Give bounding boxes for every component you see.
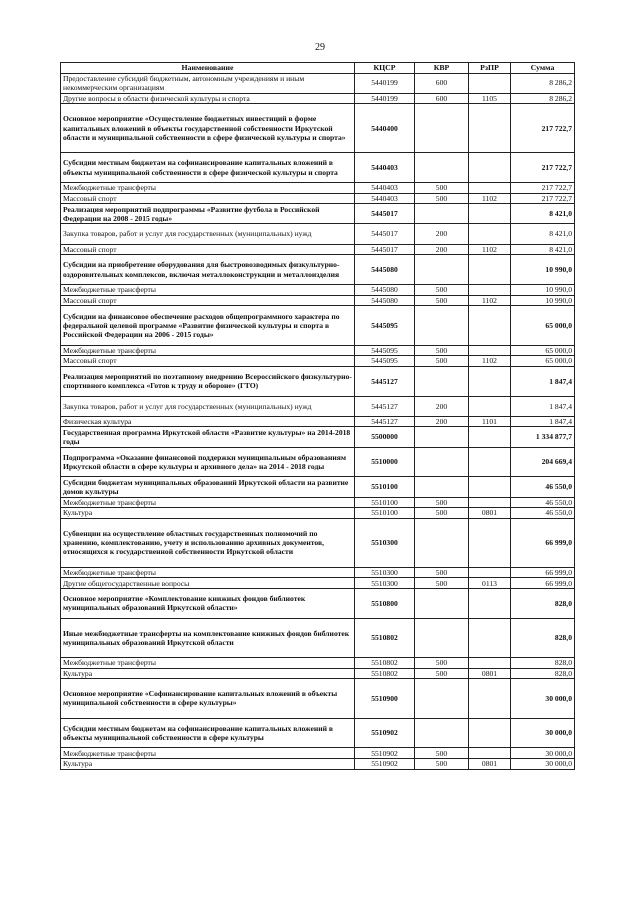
table-row (61, 366, 575, 396)
kvr-cell (415, 204, 469, 224)
header-name: Наименование (61, 63, 355, 74)
name-cell: Иные межбюджетные трансферты на комплектование книжных фондов библиотек муниципальных образований Иркутской области (61, 618, 355, 657)
rzpr-cell (469, 518, 511, 567)
table-row (61, 285, 575, 296)
kcsr-cell: 5510802 (355, 618, 415, 657)
kvr-cell (415, 618, 469, 657)
name-cell: Государственная программа Иркутской области «Развитие культуры» на 2014-2018 годы (61, 427, 355, 447)
sum-cell: 10 990,0 (511, 295, 575, 306)
table-row (61, 588, 575, 618)
kcsr-cell: 5510300 (355, 567, 415, 578)
sum-cell: 828,0 (511, 618, 575, 657)
sum-cell: 65 000,0 (511, 306, 575, 345)
kvr-cell (415, 104, 469, 153)
sum-cell: 8 286,2 (511, 93, 575, 104)
kvr-cell (415, 588, 469, 618)
rzpr-cell: 0801 (469, 759, 511, 770)
name-cell: Основное мероприятие «Комплектование книжных фондов библиотек муниципальных образований Иркутской области» (61, 588, 355, 618)
name-cell: Предоставление субсидий бюджетным, автономным учреждениям и иным некоммерческим организациям (61, 73, 355, 93)
kvr-cell (415, 718, 469, 748)
rzpr-cell (469, 255, 511, 285)
sum-cell: 217 722,7 (511, 183, 575, 194)
kvr-cell: 500 (415, 497, 469, 508)
kcsr-cell: 5510902 (355, 748, 415, 759)
sum-cell: 8 421,0 (511, 204, 575, 224)
name-cell: Межбюджетные трансферты (61, 567, 355, 578)
kvr-cell: 500 (415, 295, 469, 306)
kcsr-cell: 5510300 (355, 578, 415, 589)
sum-cell: 217 722,7 (511, 193, 575, 204)
kcsr-cell: 5445017 (355, 244, 415, 255)
sum-cell: 1 847,4 (511, 366, 575, 396)
name-cell: Реализация мероприятий по поэтапному внедрению Всероссийского физкультурно-спортивного комплекса «Готов к труду и обороне» (ГТО) (61, 366, 355, 396)
table-row (61, 658, 575, 669)
kcsr-cell: 5445127 (355, 416, 415, 427)
rzpr-cell: 1105 (469, 93, 511, 104)
kcsr-cell: 5510902 (355, 718, 415, 748)
sum-cell: 828,0 (511, 588, 575, 618)
name-cell: Субсидии бюджетам муниципальных образований Иркутской области на развитие домов культуры (61, 477, 355, 497)
name-cell: Культура (61, 759, 355, 770)
header-row (61, 63, 575, 74)
table-row (61, 416, 575, 427)
rzpr-cell (469, 345, 511, 356)
sum-cell: 1 334 877,7 (511, 427, 575, 447)
rzpr-cell (469, 427, 511, 447)
kcsr-cell: 5440199 (355, 73, 415, 93)
name-cell: Межбюджетные трансферты (61, 345, 355, 356)
page-number: 29 (315, 42, 325, 53)
kcsr-cell: 5445095 (355, 356, 415, 367)
rzpr-cell (469, 224, 511, 244)
table-row (61, 578, 575, 589)
name-cell: Субсидии местным бюджетам на софинансирование капитальных вложений в объекты муниципальной собственности в сфере культуры (61, 718, 355, 748)
kcsr-cell: 5510100 (355, 497, 415, 508)
table-row (61, 427, 575, 447)
kcsr-cell: 5445080 (355, 285, 415, 296)
rzpr-cell (469, 567, 511, 578)
kvr-cell: 500 (415, 183, 469, 194)
rzpr-cell (469, 396, 511, 416)
name-cell: Другие вопросы в области физической культуры и спорта (61, 93, 355, 104)
sum-cell: 30 000,0 (511, 679, 575, 718)
kvr-cell (415, 427, 469, 447)
table-row (61, 193, 575, 204)
table-row (61, 356, 575, 367)
table-row (61, 255, 575, 285)
sum-cell: 30 000,0 (511, 748, 575, 759)
sum-cell: 65 000,0 (511, 345, 575, 356)
sum-cell: 217 722,7 (511, 153, 575, 183)
kcsr-cell: 5440403 (355, 183, 415, 194)
rzpr-cell (469, 366, 511, 396)
name-cell: Межбюджетные трансферты (61, 183, 355, 194)
kvr-cell: 500 (415, 759, 469, 770)
kvr-cell (415, 477, 469, 497)
name-cell: Межбюджетные трансферты (61, 748, 355, 759)
sum-cell: 66 999,0 (511, 518, 575, 567)
kvr-cell: 200 (415, 396, 469, 416)
sum-cell: 8 286,2 (511, 73, 575, 93)
rzpr-cell (469, 73, 511, 93)
table-row (61, 497, 575, 508)
table-row (61, 244, 575, 255)
name-cell: Закупка товаров, работ и услуг для государственных (муниципальных) нужд (61, 396, 355, 416)
table-row (61, 183, 575, 194)
table-row (61, 447, 575, 477)
kvr-cell: 500 (415, 193, 469, 204)
sum-cell: 828,0 (511, 658, 575, 669)
header-kvr: КВР (415, 63, 469, 74)
sum-cell: 204 669,4 (511, 447, 575, 477)
header-sum: Сумма (511, 63, 575, 74)
sum-cell: 46 550,0 (511, 508, 575, 519)
kcsr-cell: 5445080 (355, 295, 415, 306)
header-rzpr: РзПР (469, 63, 511, 74)
kvr-cell: 500 (415, 658, 469, 669)
table-row (61, 567, 575, 578)
sum-cell: 1 847,4 (511, 416, 575, 427)
rzpr-cell (469, 718, 511, 748)
rzpr-cell: 0113 (469, 578, 511, 589)
kvr-cell (415, 366, 469, 396)
table-row (61, 679, 575, 718)
sum-cell: 66 999,0 (511, 578, 575, 589)
rzpr-cell: 0801 (469, 668, 511, 679)
kcsr-cell: 5445095 (355, 345, 415, 356)
sum-cell: 46 550,0 (511, 477, 575, 497)
table-row (61, 477, 575, 497)
rzpr-cell (469, 679, 511, 718)
table-row (61, 224, 575, 244)
name-cell: Культура (61, 508, 355, 519)
rzpr-cell (469, 153, 511, 183)
sum-cell: 10 990,0 (511, 285, 575, 296)
kvr-cell: 200 (415, 224, 469, 244)
name-cell: Субвенции на осуществление областных государственных полномочий по хранению, комплектованию, учету и использованию архивных документов, относящихся к государственной собственности Иркутской области (61, 518, 355, 567)
kcsr-cell: 5510300 (355, 518, 415, 567)
kcsr-cell: 5510802 (355, 668, 415, 679)
kcsr-cell: 5445080 (355, 255, 415, 285)
rzpr-cell: 1102 (469, 193, 511, 204)
rzpr-cell: 1101 (469, 416, 511, 427)
kcsr-cell: 5510000 (355, 447, 415, 477)
rzpr-cell: 1102 (469, 244, 511, 255)
kcsr-cell: 5510802 (355, 658, 415, 669)
table-row (61, 508, 575, 519)
table-row (61, 518, 575, 567)
rzpr-cell (469, 183, 511, 194)
kvr-cell: 500 (415, 668, 469, 679)
table-row (61, 153, 575, 183)
rzpr-cell (469, 658, 511, 669)
sum-cell: 65 000,0 (511, 356, 575, 367)
rzpr-cell: 1102 (469, 356, 511, 367)
table-row (61, 73, 575, 93)
sum-cell: 66 999,0 (511, 567, 575, 578)
name-cell: Физическая культура (61, 416, 355, 427)
kvr-cell: 500 (415, 578, 469, 589)
kvr-cell (415, 306, 469, 345)
table-row (61, 718, 575, 748)
sum-cell: 10 990,0 (511, 255, 575, 285)
table-body (61, 73, 575, 769)
kvr-cell: 600 (415, 73, 469, 93)
sum-cell: 217 722,7 (511, 104, 575, 153)
kcsr-cell: 5445127 (355, 366, 415, 396)
name-cell: Массовый спорт (61, 244, 355, 255)
rzpr-cell (469, 306, 511, 345)
sum-cell: 1 847,4 (511, 396, 575, 416)
table-row (61, 748, 575, 759)
kcsr-cell: 5440400 (355, 104, 415, 153)
rzpr-cell (469, 748, 511, 759)
rzpr-cell (469, 618, 511, 657)
name-cell: Массовый спорт (61, 193, 355, 204)
kvr-cell: 500 (415, 748, 469, 759)
sum-cell: 8 421,0 (511, 224, 575, 244)
name-cell: Реализация мероприятий подпрограммы «Развитие футбола в Российской Федерации на 2008 - 2015 годы» (61, 204, 355, 224)
rzpr-cell (469, 588, 511, 618)
name-cell: Массовый спорт (61, 356, 355, 367)
name-cell: Закупка товаров, работ и услуг для государственных (муниципальных) нужд (61, 224, 355, 244)
name-cell: Субсидии на приобретение оборудования для быстровозводимых физкультурно-оздоровительных комплексов, включая металлоконструкции и металлоизделия (61, 255, 355, 285)
sum-cell: 828,0 (511, 668, 575, 679)
kvr-cell: 500 (415, 345, 469, 356)
kcsr-cell: 5510800 (355, 588, 415, 618)
table-row (61, 345, 575, 356)
rzpr-cell (469, 104, 511, 153)
kvr-cell: 500 (415, 508, 469, 519)
kvr-cell: 500 (415, 285, 469, 296)
name-cell: Основное мероприятие «Софинансирование капитальных вложений в объекты муниципальной собственности в сфере культуры» (61, 679, 355, 718)
rzpr-cell: 1102 (469, 295, 511, 306)
name-cell: Межбюджетные трансферты (61, 658, 355, 669)
table-header (61, 63, 575, 74)
kcsr-cell: 5445095 (355, 306, 415, 345)
kvr-cell (415, 153, 469, 183)
name-cell: Культура (61, 668, 355, 679)
kvr-cell (415, 255, 469, 285)
name-cell: Другие общегосударственные вопросы (61, 578, 355, 589)
name-cell: Подпрограмма «Оказание финансовой поддержки муниципальным образованиям Иркутской области в сфере культуры и архивного дела» на 2014 - 2018 годы (61, 447, 355, 477)
kcsr-cell: 5510900 (355, 679, 415, 718)
rzpr-cell (469, 204, 511, 224)
rzpr-cell (469, 477, 511, 497)
table-row (61, 618, 575, 657)
kcsr-cell: 5440199 (355, 93, 415, 104)
rzpr-cell (469, 285, 511, 296)
kvr-cell (415, 447, 469, 477)
rzpr-cell (469, 497, 511, 508)
name-cell: Межбюджетные трансферты (61, 497, 355, 508)
kcsr-cell: 5510902 (355, 759, 415, 770)
kvr-cell (415, 679, 469, 718)
kcsr-cell: 5440403 (355, 193, 415, 204)
table-row (61, 759, 575, 770)
kvr-cell: 500 (415, 356, 469, 367)
table-row (61, 104, 575, 153)
header-kcsr: КЦСР (355, 63, 415, 74)
rzpr-cell (469, 447, 511, 477)
kvr-cell: 200 (415, 416, 469, 427)
kcsr-cell: 5510100 (355, 477, 415, 497)
kcsr-cell: 5440403 (355, 153, 415, 183)
kcsr-cell: 5510100 (355, 508, 415, 519)
kvr-cell: 600 (415, 93, 469, 104)
name-cell: Межбюджетные трансферты (61, 285, 355, 296)
sum-cell: 8 421,0 (511, 244, 575, 255)
kcsr-cell: 5500000 (355, 427, 415, 447)
table-row (61, 306, 575, 345)
table-row (61, 295, 575, 306)
kcsr-cell: 5445017 (355, 204, 415, 224)
kcsr-cell: 5445017 (355, 224, 415, 244)
table-row (61, 204, 575, 224)
sum-cell: 30 000,0 (511, 718, 575, 748)
name-cell: Основное мероприятие «Осуществление бюджетных инвестиций в форме капитальных вложений в объекты государственной собственности Иркутской области и муниципальной собственности в сфере физической культуры и спорта» (61, 104, 355, 153)
kvr-cell: 200 (415, 244, 469, 255)
name-cell: Субсидии местным бюджетам на софинансирование капитальных вложений в объекты муниципальной собственности в сфере физической культуры и спорта (61, 153, 355, 183)
table-row (61, 396, 575, 416)
table-row (61, 668, 575, 679)
sum-cell: 46 550,0 (511, 497, 575, 508)
kvr-cell: 500 (415, 567, 469, 578)
sum-cell: 30 000,0 (511, 759, 575, 770)
rzpr-cell: 0801 (469, 508, 511, 519)
kvr-cell (415, 518, 469, 567)
kcsr-cell: 5445127 (355, 396, 415, 416)
name-cell: Массовый спорт (61, 295, 355, 306)
name-cell: Субсидии на финансовое обеспечение расходов общепрограммного характера по федеральной целевой программе «Развитие физической культуры и спорта в Российской Федерации на 2006 - 2015 годы» (61, 306, 355, 345)
budget-table (60, 62, 575, 770)
table-row (61, 93, 575, 104)
